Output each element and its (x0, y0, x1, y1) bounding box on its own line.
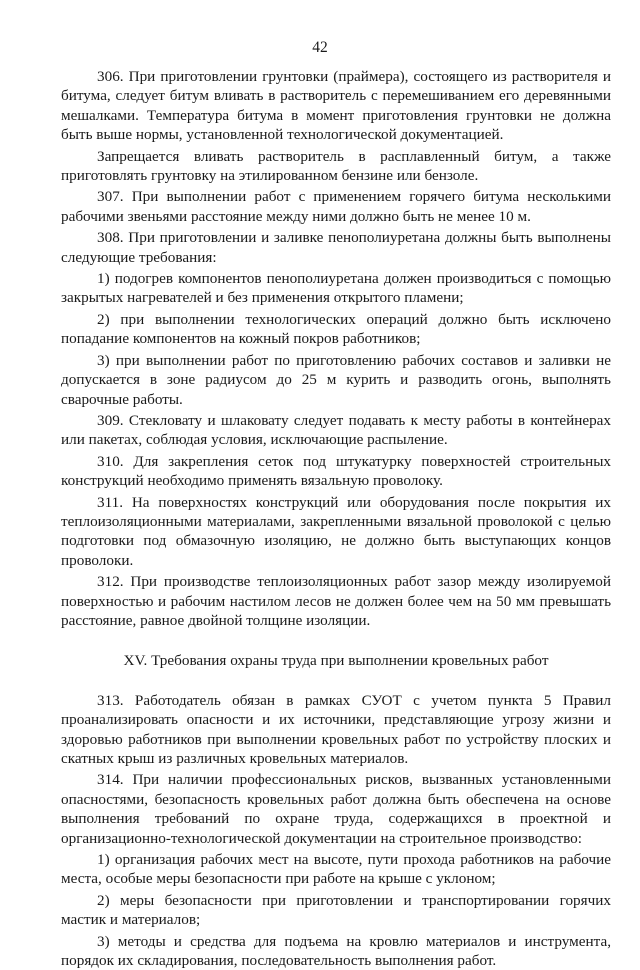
paragraph-314: 314. При наличии профессиональных рисков, вызванных установленными опасностями, безопасность кровельных работ должна быть обеспечена на основе выполнения требований по охране труда, содержащихся в проектной и организационно-технологической документации на строительное производство: (61, 771, 611, 847)
paragraph-310: 310. Для закрепления сеток под штукатурку поверхностей строительных конструкций необходимо применять вязальную проволоку. (61, 452, 611, 490)
paragraph-311: 311. На поверхностях конструкций или оборудования после покрытия их теплоизоляционными материалами, закрепленными вязальной проволокой с целью подготовки под обмазочную изоляцию, не должно быть выступающих концов проволоки. (61, 493, 611, 569)
paragraph-314-item-2: 2) меры безопасности при приготовлении и транспортировании горячих мастик и материалов; (61, 891, 611, 929)
paragraph-308-item-2: 2) при выполнении технологических операций должно быть исключено попадание компонентов на кожный покров работников; (61, 310, 611, 348)
paragraph-306: 306. При приготовлении грунтовки (праймера), состоящего из растворителя и битума, следует битум вливать в растворитель с перемешиванием его деревянными мешалками. Температура битума в момент приготовления грунтовки не должна быть выше нормы, установленной технологической документацией. (61, 68, 611, 144)
paragraph-314-item-3: 3) методы и средства для подъема на кровлю материалов и инструмента, порядок их складирования, последовательность выполнения работ. (61, 932, 611, 970)
paragraph-314-item-1: 1) организация рабочих мест на высоте, пути прохода работников на рабочие места, особые меры безопасности при работе на крыше с уклоном; (61, 851, 611, 888)
paragraph-308-item-3: 3) при выполнении работ по приготовлению рабочих составов и заливки не допускается в зоне радиусом до 25 м курить и разводить огонь, выполнять сварочные работы. (61, 351, 611, 408)
document-body (61, 67, 611, 970)
paragraph-309: 309. Стекловату и шлаковату следует подавать к месту работы в контейнерах или пакетах, соблюдая условия, исключающие распыление. (61, 411, 611, 449)
paragraph-307: 307. При выполнении работ с применением горячего битума несколькими рабочими звеньями расстояние между ними должно быть не менее 10 м. (61, 188, 611, 225)
paragraph-306-prohibition: Запрещается вливать растворитель в расплавленный битум, а также приготовлять грунтовку на этилированном бензине или бензоле. (61, 147, 611, 185)
paragraph-308-item-1: 1) подогрев компонентов пенополиуретана должен производиться с помощью закрытых нагревателей и без применения открытого пламени; (61, 270, 611, 307)
paragraph-312: 312. При производстве теплоизоляционных работ зазор между изолируемой поверхностью и рабочим настилом лесов не должен более чем на 50 мм превышать расстояние, равное двойной толщине изоляции. (61, 573, 611, 629)
paragraph-308: 308. При приготовлении и заливке пенополиуретана должны быть выполнены следующие требования: (61, 229, 611, 266)
page-number: 42 (312, 39, 328, 56)
paragraph-313: 313. Работодатель обязан в рамках СУОТ с учетом пункта 5 Правил проанализировать опасности и их источники, представляющие угрозу жизни и здоровью работников при выполнении кровельных работ по устройству плоских и скатных крыш из различных кровельных материалов. (61, 691, 611, 767)
section-heading: XV. Требования охраны труда при выполнении кровельных работ (123, 652, 549, 670)
